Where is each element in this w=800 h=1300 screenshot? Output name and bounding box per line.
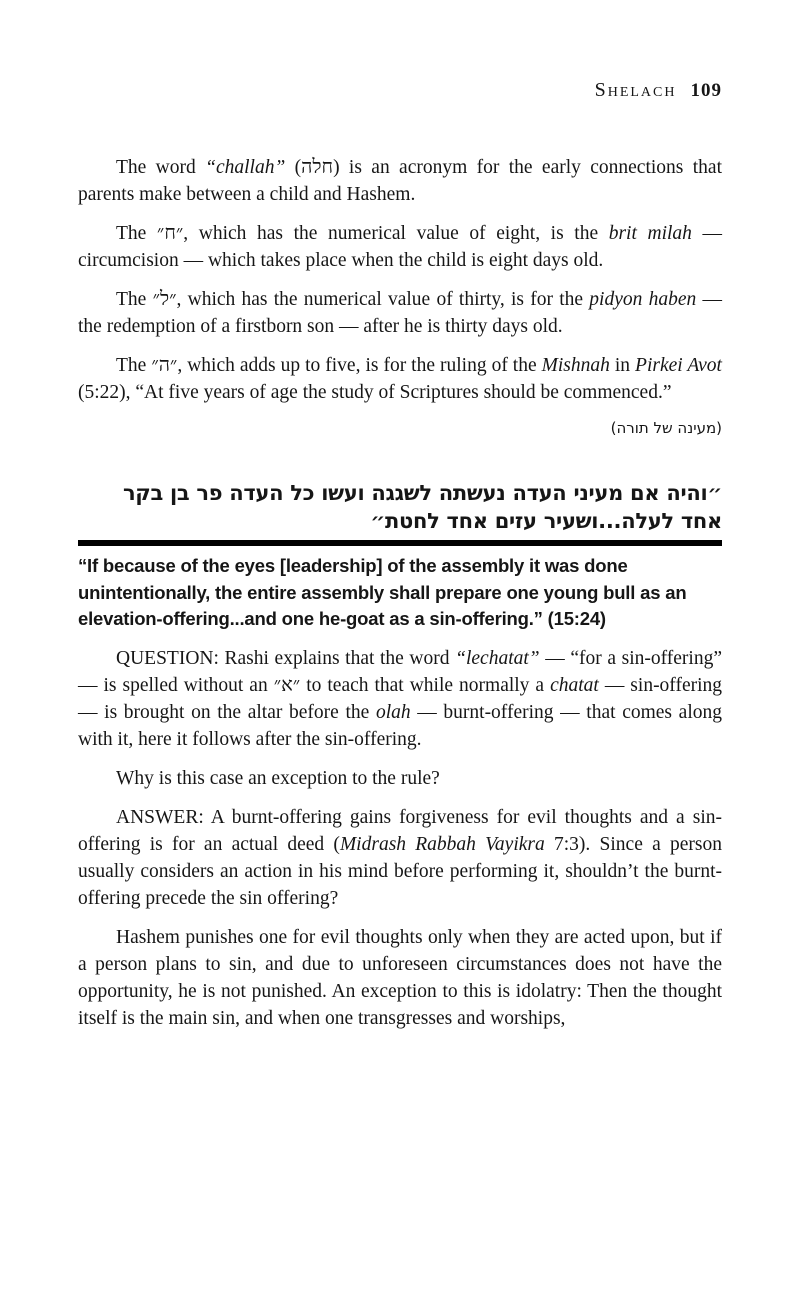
paragraph-answer-continued: Hashem punishes one for evil thoughts only when they are acted upon, but if a person plans to sin, and due to unforeseen circumstances does not have the opportunity, he is not punished. An exception to this is idolatry: Then the thought itself is the main sin, and when one transgresses and worships, xyxy=(78,926,722,1029)
paragraph-question-followup: Why is this case an exception to the rule? xyxy=(116,767,440,789)
paragraph-question: QUESTION: Rashi explains that the word “lechatat” — “for a sin-offering” — is spelled without an ״א״ to teach that while normally a chatat — sin-offering — is brought on the altar before the olah — burnt-offering — that comes along with it, here it follows after the sin-offering. xyxy=(78,647,723,750)
paragraph-answer: ANSWER: A burnt-offering gains forgiveness for evil thoughts and a sin-offering is for an actual deed (Midrash Rabbah Vayikra 7:3). Since a person usually considers an action in his mind before performing it, shouldn’t the burnt-offering precede the sin offering? xyxy=(78,806,722,909)
paragraph-lamed-thirty: The ״ל״, which has the numerical value of thirty, is for the pidyon haben — the redemption of a firstborn son — after he is thirty days old. xyxy=(78,289,723,337)
page-number: 109 xyxy=(690,80,722,101)
paragraph-challah-acronym: The word “challah” (חלה) is an acronym for the early connections that parents make between a child and Hashem. xyxy=(78,157,722,205)
verse-english-translation: “If because of the eyes [leadership] of the assembly it was done unintentionally, the entire assembly shall prepare one young bull as an elevation-offering...and one he-goat as a sin-offering.” (15:24) xyxy=(78,555,687,629)
running-header xyxy=(78,78,722,104)
paragraph-heh-five: The ״ה״, which adds up to five, is for the ruling of the Mishnah in Pirkei Avot (5:22), “At five years of age the study of Scriptures should be commenced.” xyxy=(78,355,722,403)
paragraph-chet-eight: The ״ח״, which has the numerical value of eight, is the brit milah — circumcision — which takes place when the child is eight days old. xyxy=(78,223,723,271)
source-attribution: (מעינה של תורה) xyxy=(610,419,722,437)
page-content xyxy=(78,78,722,1044)
verse-block xyxy=(78,479,722,633)
verse-hebrew-text: ״והיה אם מעיני העדה נעשתה לשגגה ועשו כל העדה פר בן בקר אחד לעלה...ושעיר עזים אחד לחטת״ xyxy=(122,481,722,533)
section-title: Shelach xyxy=(594,79,677,101)
divider-rule xyxy=(78,540,722,546)
